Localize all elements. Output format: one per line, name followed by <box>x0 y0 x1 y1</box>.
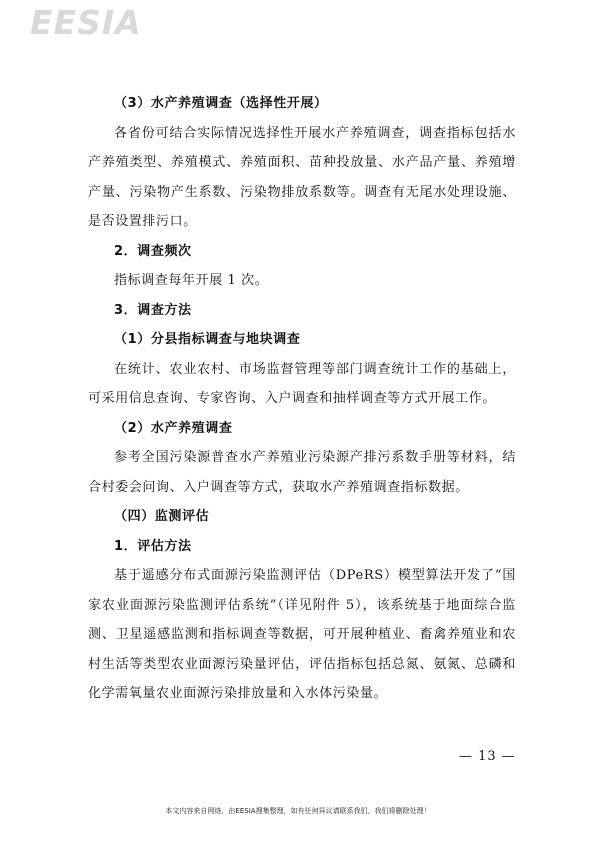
page-number: — 13 — <box>459 749 516 764</box>
footer-disclaimer: 本文内容来自网络，由EESIA搜集整理，如有任何异议请联系我们，我们将删除处理！ <box>165 807 431 815</box>
section-heading-survey-method: 3．调查方法 <box>114 302 192 318</box>
paragraph-survey-frequency: 指标调查每年开展 1 次。 <box>114 273 269 288</box>
section-heading-monitoring-evaluation: （四）监测评估 <box>114 509 210 524</box>
paragraph-county-survey: 在统计、农业农村、市场监督管理等部门调查统计工作的基础上，可采用信息查询、专家咨询、入户调查和抽样调查等方式开展工作。 <box>88 361 516 406</box>
section-heading-evaluation-method: 1．评估方法 <box>114 538 192 554</box>
paragraph-aquaculture-survey-method: 参考全国污染源普查水产养殖业污染源产排污系数手册等材料，结合村委会问询、入户调查等方式，获取水产养殖调查指标数据。 <box>88 450 516 495</box>
section-heading-survey-frequency: 2．调查频次 <box>114 243 192 259</box>
document-body <box>88 89 516 709</box>
section-heading-aquaculture-survey: （3）水产养殖调查（选择性开展） <box>114 96 328 111</box>
paragraph-aquaculture-indicators: 各省份可结合实际情况选择性开展水产养殖调查，调查指标包括水产养殖类型、养殖模式、养殖面积、苗种投放量、水产品产量、养殖增产量、污染物产生系数、污染物排放系数等。调查有无尾水处理设施、是否设置排污口。 <box>88 125 516 229</box>
section-heading-county-survey: （1）分县指标调查与地块调查 <box>114 332 301 347</box>
paragraph-evaluation-method: 基于遥感分布式面源污染监测评估（DPeRS）模型算法开发了“国家农业面源污染监测评估系统”（详见附件 5），该系统基于地面综合监测、卫星遥感监测和指标调查等数据，可开展种植业、畜禽养殖业和农村生活等类型农业面源污染量评估，评估指标包括总氮、氨氮、总磷和化学需氧量农业面源污染排放量和入水体污染量。 <box>88 568 516 701</box>
section-heading-aquaculture-survey-method: （2）水产养殖调查 <box>114 420 233 436</box>
eesia-logo: EESIA <box>30 3 142 42</box>
